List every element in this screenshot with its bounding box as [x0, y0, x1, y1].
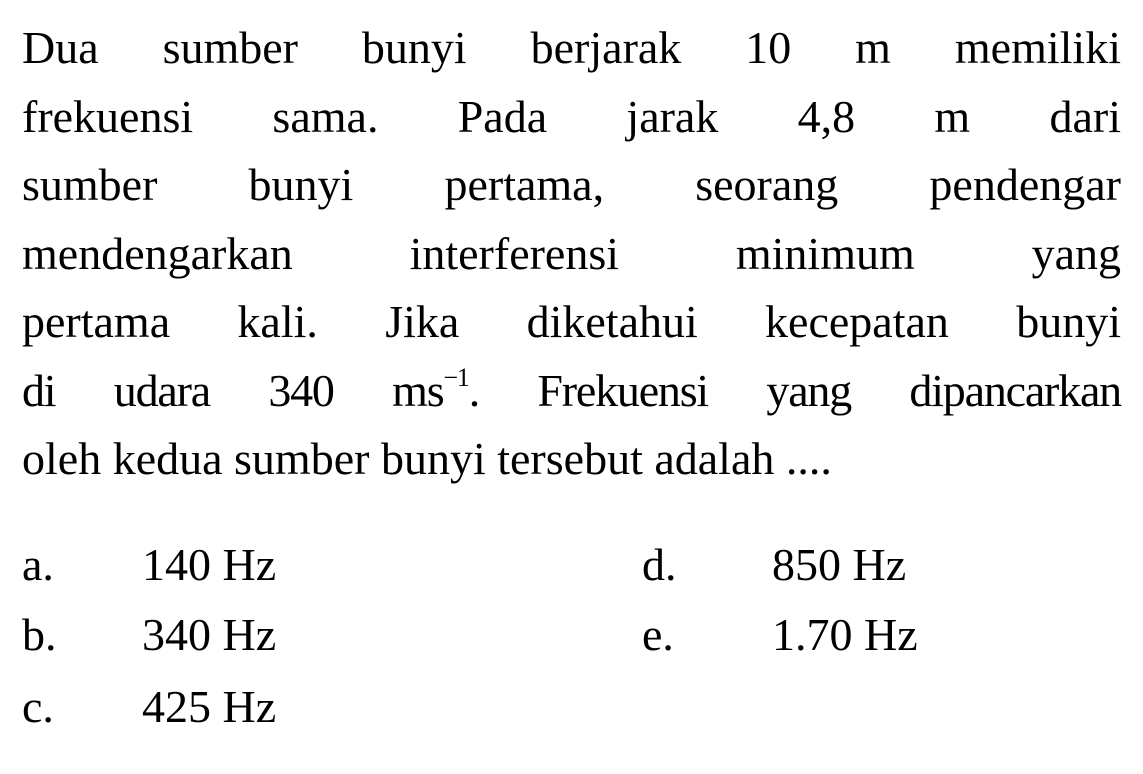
option-letter: b.	[22, 609, 57, 660]
option-letter: a.	[22, 539, 54, 590]
question-line: frekuensi sama. Pada jarak 4,8 m dari	[22, 90, 1121, 142]
option-text: 850 Hz	[772, 539, 907, 590]
unit-exponent: −1	[443, 362, 469, 392]
option-c[interactable]	[22, 680, 276, 742]
option-text: 140 Hz	[142, 539, 277, 590]
option-text: 425 Hz	[142, 681, 277, 732]
question-line: oleh kedua sumber bunyi tersebut adalah ....	[22, 433, 832, 484]
question-line: pertama kali. Jika diketahui kecepatan bunyi	[22, 296, 1121, 347]
question-line: Dua sumber bunyi berjarak 10 m memiliki	[22, 22, 1121, 73]
option-b[interactable]	[22, 608, 276, 670]
option-letter: c.	[22, 681, 54, 732]
option-d[interactable]	[642, 538, 906, 600]
question-line: sumber bunyi pertama, seorang pendengar	[22, 159, 1121, 210]
frequency-prompt-text: . Frekuensi yang dipancarkan	[468, 364, 1121, 416]
option-a[interactable]	[22, 538, 276, 600]
question-line-speed	[22, 357, 1121, 426]
option-letter: d.	[642, 539, 677, 590]
question-text	[22, 14, 1121, 494]
question-line: mendengarkan interferensi minimum yang	[22, 227, 1121, 279]
option-text: 1.70 Hz	[772, 609, 918, 660]
option-text: 340 Hz	[142, 609, 277, 660]
option-letter: e.	[642, 609, 674, 660]
answer-options	[22, 538, 1122, 758]
option-e[interactable]	[642, 608, 918, 670]
speed-text: di udara 340 ms	[22, 364, 444, 416]
